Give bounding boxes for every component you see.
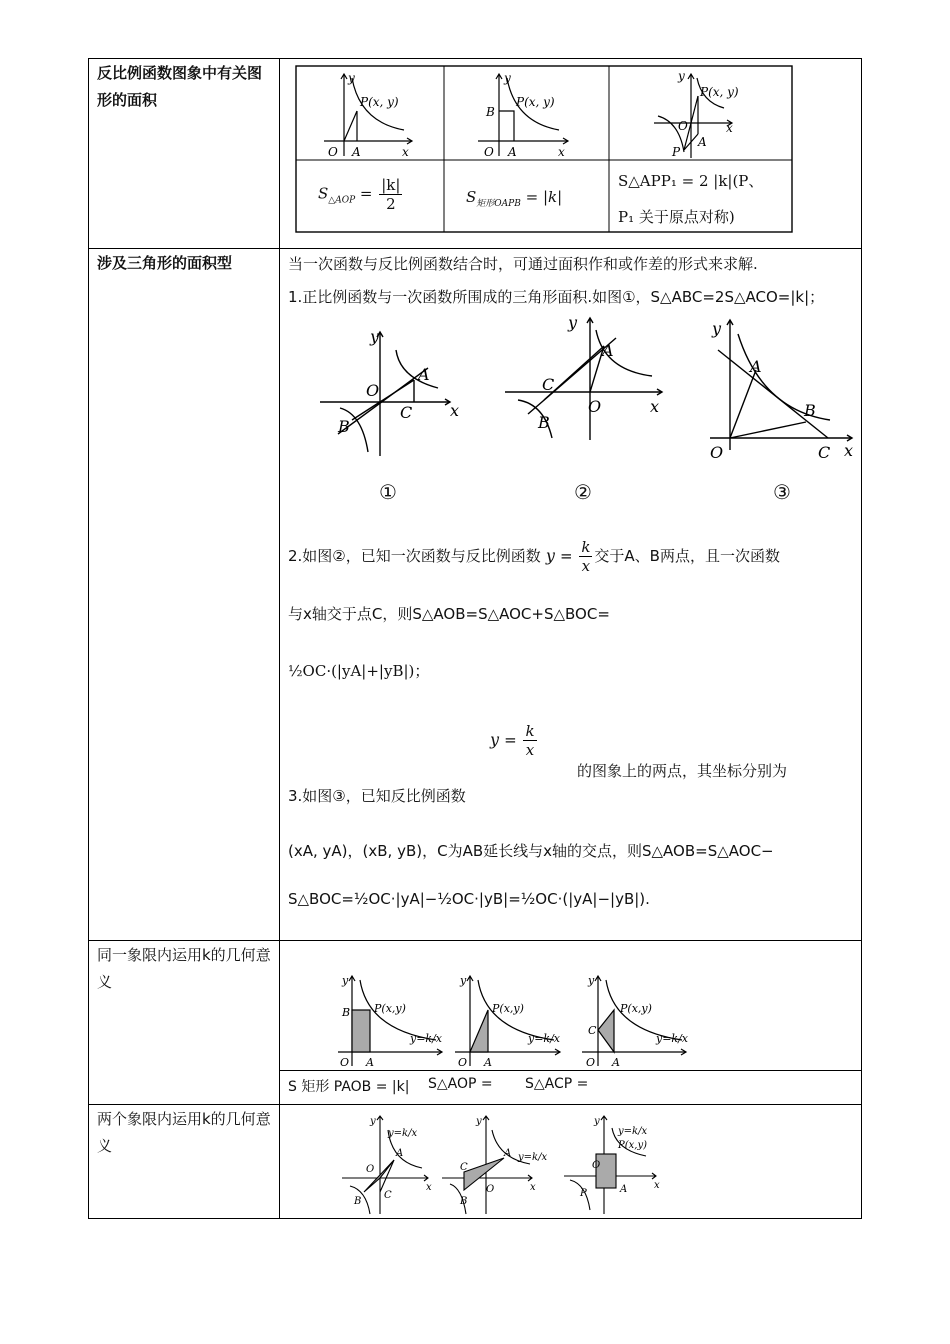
svg-text:A: A <box>418 365 430 384</box>
svg-text:y: y <box>476 1116 482 1127</box>
caption-acp: S△ACP = <box>525 1076 589 1092</box>
triangle-intro-text: 当一次函数与反比例函数结合时，可通过面积作和或作差的形式来求解. <box>288 255 758 273</box>
svg-text:y=k/x: y=k/x <box>410 1032 443 1045</box>
svg-text:y: y <box>712 319 722 338</box>
svg-text:B: B <box>354 1196 362 1207</box>
svg-text:O: O <box>484 145 494 159</box>
item2-line3: ½OC·(|yA|+|yB|)； <box>288 662 430 680</box>
svg-text:A: A <box>366 1056 374 1069</box>
svg-text:C: C <box>818 443 831 462</box>
svg-text:y: y <box>588 974 595 987</box>
svg-text:x: x <box>726 121 733 135</box>
svg-text:O: O <box>592 1160 601 1171</box>
formula-app1-line2: P₁ 关于原点对称) <box>618 208 735 226</box>
item3-line1-head: 3.如图③，已知反比例函数 <box>288 787 466 805</box>
svg-text:y=k/x: y=k/x <box>518 1152 548 1163</box>
svg-text:A: A <box>504 1148 512 1159</box>
formula-rect-oapb: $S_{矩形OAPB} = |k|$ <box>466 188 563 209</box>
svg-text:A: A <box>508 145 517 159</box>
svg-text:x: x <box>426 1182 432 1193</box>
svg-text:P(x, y): P(x, y) <box>516 95 555 109</box>
svg-text:O: O <box>328 145 338 159</box>
two-quadrant-figures <box>336 1110 666 1216</box>
row-divider <box>88 248 862 249</box>
svg-text:y: y <box>460 974 467 987</box>
svg-text:x: x <box>558 145 565 159</box>
svg-text:O: O <box>710 443 724 462</box>
svg-text:P(x,y): P(x,y) <box>492 1002 524 1015</box>
svg-text:x: x <box>650 397 660 416</box>
svg-text:A: A <box>750 357 762 376</box>
svg-text:x: x <box>530 1182 536 1193</box>
table-bottom-border <box>88 1218 862 1219</box>
table-left-border <box>88 58 89 1219</box>
svg-text:y: y <box>504 71 511 85</box>
svg-text:y=k/x: y=k/x <box>528 1032 561 1045</box>
svg-text:y: y <box>348 71 355 85</box>
svg-text:O: O <box>366 381 380 400</box>
item3-line3: S△BOC=½OC·|yA|−½OC·|yB|=½OC·(|yA|−|yB|). <box>288 890 650 908</box>
svg-text:y: y <box>370 1116 376 1127</box>
svg-text:y: y <box>342 974 349 987</box>
svg-text:O: O <box>340 1056 350 1069</box>
svg-text:A: A <box>396 1148 404 1159</box>
svg-text:A: A <box>698 135 707 149</box>
svg-text:P: P <box>672 145 681 159</box>
svg-text:y: y <box>370 327 380 346</box>
item3-line2: (xA, yA)，(xB, yB)，C为AB延长线与x轴的交点，则S△AOB=S△AOC− <box>288 842 774 860</box>
svg-text:A: A <box>484 1056 492 1069</box>
item3-function: y = $\frac{k}{x}$ <box>490 722 535 759</box>
svg-text:O: O <box>458 1056 468 1069</box>
svg-text:C: C <box>400 403 413 422</box>
svg-text:P(x,y): P(x,y) <box>618 1140 647 1151</box>
svg-text:y: y <box>594 1116 600 1127</box>
row-divider <box>88 940 862 941</box>
formula-aop: $S_{\triangle AOP}$ = $\frac{|k|}{2}$ <box>318 176 401 213</box>
fig-label-2: ② <box>574 480 592 504</box>
svg-text:y: y <box>678 69 685 83</box>
table-top-border <box>88 58 862 59</box>
row-label-same-quadrant: 同一象限内运用k的几何意义 <box>97 946 271 991</box>
svg-text:P(x,y): P(x,y) <box>374 1002 406 1015</box>
svg-text:O: O <box>366 1164 375 1175</box>
svg-text:O: O <box>588 397 602 416</box>
svg-text:P(x,y): P(x,y) <box>620 1002 652 1015</box>
svg-text:A: A <box>620 1184 628 1195</box>
same-quadrant-figures <box>330 970 690 1070</box>
svg-text:B: B <box>538 413 550 432</box>
fig-label-3: ③ <box>773 480 791 504</box>
svg-text:B: B <box>338 417 350 436</box>
svg-text:O: O <box>486 1184 495 1195</box>
formula-app1-line1: S△APP₁ = 2 |k|(P、 <box>618 172 764 190</box>
svg-text:y=k/x: y=k/x <box>618 1126 648 1137</box>
row-label-triangle: 涉及三角形的面积型 <box>97 254 233 272</box>
svg-text:C: C <box>460 1162 468 1173</box>
svg-text:B: B <box>460 1196 468 1207</box>
svg-text:A: A <box>612 1056 620 1069</box>
area-formula-table <box>294 64 796 234</box>
fig-label-1: ① <box>379 480 397 504</box>
item1-text: 1.正比例函数与一次函数所围成的三角形面积.如图①，S△ABC=2S△ACO=|k|； <box>288 288 825 306</box>
svg-text:P: P <box>580 1188 587 1199</box>
svg-text:x: x <box>654 1180 660 1191</box>
table-right-border <box>861 58 862 1219</box>
caption-rect-paob: S 矩形 PAOB = |k| <box>288 1079 410 1095</box>
item3-line1-tail: 的图象上的两点，其坐标分别为 <box>577 762 788 780</box>
svg-text:x: x <box>844 441 854 460</box>
svg-text:A: A <box>352 145 361 159</box>
svg-text:P(x, y): P(x, y) <box>360 95 399 109</box>
svg-text:A: A <box>602 341 614 360</box>
row3-caption-divider <box>279 1070 861 1071</box>
svg-text:O: O <box>586 1056 596 1069</box>
svg-text:P(x, y): P(x, y) <box>700 85 739 99</box>
item2-line1: 2.如图②，已知一次函数与反比例函数 y = $\frac{k}{x}$ 交于A、B两点，且一次函数 <box>288 538 780 575</box>
svg-text:B: B <box>804 401 816 420</box>
svg-text:y=k/x: y=k/x <box>388 1128 418 1139</box>
svg-text:C: C <box>588 1024 597 1037</box>
svg-text:C: C <box>542 375 555 394</box>
svg-text:O: O <box>678 119 688 133</box>
item2-line2: 与x轴交于点C，则S△AOB=S△AOC+S△BOC= <box>288 605 610 623</box>
row-divider <box>88 1104 862 1105</box>
caption-aop: S△AOP = <box>428 1076 493 1092</box>
svg-text:B: B <box>486 105 495 119</box>
svg-text:y: y <box>568 313 578 332</box>
row-label-areas: 反比例函数图象中有关图形的面积 <box>97 64 263 109</box>
svg-text:y=k/x: y=k/x <box>656 1032 689 1045</box>
column-divider <box>279 58 280 1219</box>
svg-text:x: x <box>450 401 460 420</box>
svg-text:C: C <box>384 1190 392 1201</box>
svg-text:B: B <box>342 1006 351 1019</box>
row-label-two-quadrants: 两个象限内运用k的几何意义 <box>97 1110 271 1155</box>
svg-text:x: x <box>402 145 409 159</box>
